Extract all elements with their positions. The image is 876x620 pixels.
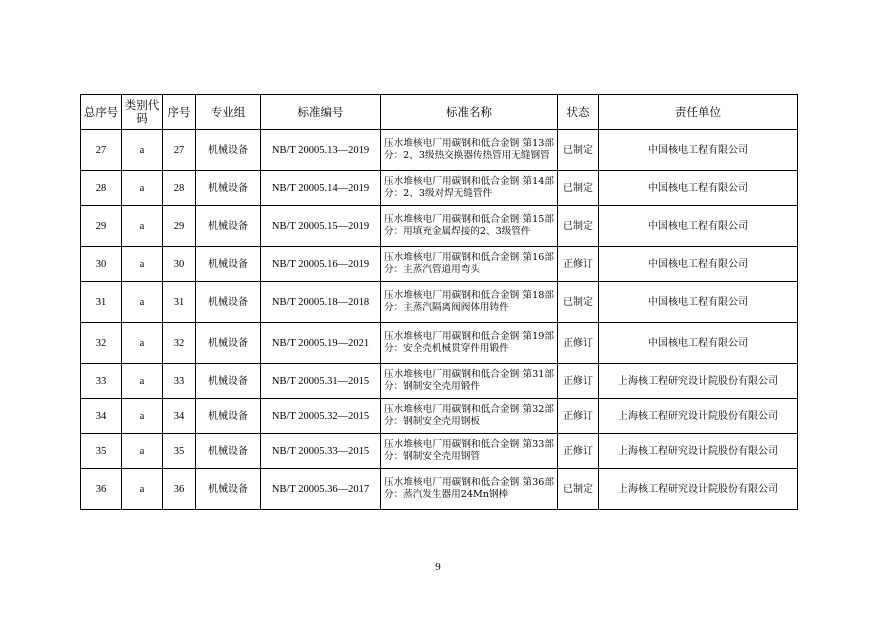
cell-total-no: 36 [81, 469, 122, 510]
cell-unit: 上海核工程研究设计院股份有限公司 [599, 364, 798, 399]
table-row [81, 434, 798, 469]
cell-unit: 上海核工程研究设计院股份有限公司 [599, 469, 798, 510]
cell-no: 34 [163, 399, 196, 434]
cell-group: 机械设备 [196, 247, 261, 282]
header-group: 专业组 [196, 95, 261, 130]
cell-total-no: 33 [81, 364, 122, 399]
cell-category: a [122, 399, 163, 434]
cell-total-no: 34 [81, 399, 122, 434]
cell-name: 压水堆核电厂用碳钢和低合金钢 第15部分：用填充金属焊接的2、3级管件 [381, 206, 558, 247]
cell-unit: 中国核电工程有限公司 [599, 130, 798, 171]
cell-name: 压水堆核电厂用碳钢和低合金钢 第32部分：钢制安全壳用钢板 [381, 399, 558, 434]
cell-category: a [122, 434, 163, 469]
table-row [81, 282, 798, 323]
cell-status: 已制定 [558, 171, 599, 206]
cell-code: NB/T 20005.32—2015 [261, 399, 381, 434]
cell-name: 压水堆核电厂用碳钢和低合金钢 第19部分：安全壳机械贯穿件用锻件 [381, 323, 558, 364]
cell-status: 已制定 [558, 130, 599, 171]
cell-category: a [122, 206, 163, 247]
table-row [81, 171, 798, 206]
cell-name: 压水堆核电厂用碳钢和低合金钢 第16部分：主蒸汽管道用弯头 [381, 247, 558, 282]
header-code: 标准编号 [261, 95, 381, 130]
cell-category: a [122, 364, 163, 399]
header-name: 标准名称 [381, 95, 558, 130]
cell-no: 30 [163, 247, 196, 282]
table-row [81, 247, 798, 282]
cell-no: 29 [163, 206, 196, 247]
cell-no: 35 [163, 434, 196, 469]
cell-code: NB/T 20005.16—2019 [261, 247, 381, 282]
cell-category: a [122, 282, 163, 323]
cell-name: 压水堆核电厂用碳钢和低合金钢 第31部分：钢制安全壳用锻件 [381, 364, 558, 399]
cell-status: 已制定 [558, 282, 599, 323]
header-total-no: 总序号 [81, 95, 122, 130]
table-row [81, 469, 798, 510]
table-row [81, 364, 798, 399]
cell-no: 32 [163, 323, 196, 364]
cell-total-no: 32 [81, 323, 122, 364]
cell-group: 机械设备 [196, 282, 261, 323]
cell-group: 机械设备 [196, 130, 261, 171]
cell-name: 压水堆核电厂用碳钢和低合金钢 第14部分：2、3级对焊无缝管件 [381, 171, 558, 206]
cell-group: 机械设备 [196, 434, 261, 469]
cell-category: a [122, 247, 163, 282]
cell-code: NB/T 20005.14—2019 [261, 171, 381, 206]
cell-category: a [122, 171, 163, 206]
cell-unit: 中国核电工程有限公司 [599, 171, 798, 206]
cell-status: 已制定 [558, 206, 599, 247]
cell-no: 27 [163, 130, 196, 171]
cell-category: a [122, 130, 163, 171]
table-row [81, 130, 798, 171]
cell-total-no: 30 [81, 247, 122, 282]
table-row [81, 323, 798, 364]
cell-unit: 中国核电工程有限公司 [599, 323, 798, 364]
table-row [81, 206, 798, 247]
cell-no: 31 [163, 282, 196, 323]
cell-group: 机械设备 [196, 399, 261, 434]
header-category: 类别代码 [122, 95, 163, 130]
cell-group: 机械设备 [196, 364, 261, 399]
cell-total-no: 35 [81, 434, 122, 469]
table-row [81, 399, 798, 434]
cell-category: a [122, 323, 163, 364]
cell-group: 机械设备 [196, 469, 261, 510]
cell-code: NB/T 20005.31—2015 [261, 364, 381, 399]
cell-group: 机械设备 [196, 206, 261, 247]
cell-status: 正修订 [558, 434, 599, 469]
cell-name: 压水堆核电厂用碳钢和低合金钢 第33部分：钢制安全壳用钢管 [381, 434, 558, 469]
page-number: 9 [435, 561, 441, 573]
cell-unit: 上海核工程研究设计院股份有限公司 [599, 434, 798, 469]
cell-name: 压水堆核电厂用碳钢和低合金钢 第13部分：2、3级热交换器传热管用无缝钢管 [381, 130, 558, 171]
cell-total-no: 27 [81, 130, 122, 171]
cell-code: NB/T 20005.33—2015 [261, 434, 381, 469]
cell-unit: 中国核电工程有限公司 [599, 282, 798, 323]
table-header-row [81, 95, 798, 130]
cell-code: NB/T 20005.15—2019 [261, 206, 381, 247]
cell-status: 正修订 [558, 364, 599, 399]
cell-code: NB/T 20005.18—2018 [261, 282, 381, 323]
cell-code: NB/T 20005.13—2019 [261, 130, 381, 171]
cell-code: NB/T 20005.36—2017 [261, 469, 381, 510]
cell-unit: 中国核电工程有限公司 [599, 206, 798, 247]
cell-name: 压水堆核电厂用碳钢和低合金钢 第36部分：蒸汽发生器用24Mn钢棒 [381, 469, 558, 510]
cell-status: 正修订 [558, 399, 599, 434]
header-no: 序号 [163, 95, 196, 130]
cell-unit: 上海核工程研究设计院股份有限公司 [599, 399, 798, 434]
cell-name: 压水堆核电厂用碳钢和低合金钢 第18部分：主蒸汽隔离阀阀体用铸件 [381, 282, 558, 323]
header-unit: 责任单位 [599, 95, 798, 130]
cell-status: 正修订 [558, 247, 599, 282]
cell-category: a [122, 469, 163, 510]
cell-code: NB/T 20005.19—2021 [261, 323, 381, 364]
cell-status: 正修订 [558, 323, 599, 364]
standards-table [80, 94, 798, 510]
cell-total-no: 29 [81, 206, 122, 247]
cell-total-no: 31 [81, 282, 122, 323]
header-status: 状态 [558, 95, 599, 130]
cell-group: 机械设备 [196, 323, 261, 364]
cell-no: 28 [163, 171, 196, 206]
cell-total-no: 28 [81, 171, 122, 206]
cell-group: 机械设备 [196, 171, 261, 206]
cell-unit: 中国核电工程有限公司 [599, 247, 798, 282]
cell-no: 33 [163, 364, 196, 399]
cell-no: 36 [163, 469, 196, 510]
cell-status: 已制定 [558, 469, 599, 510]
